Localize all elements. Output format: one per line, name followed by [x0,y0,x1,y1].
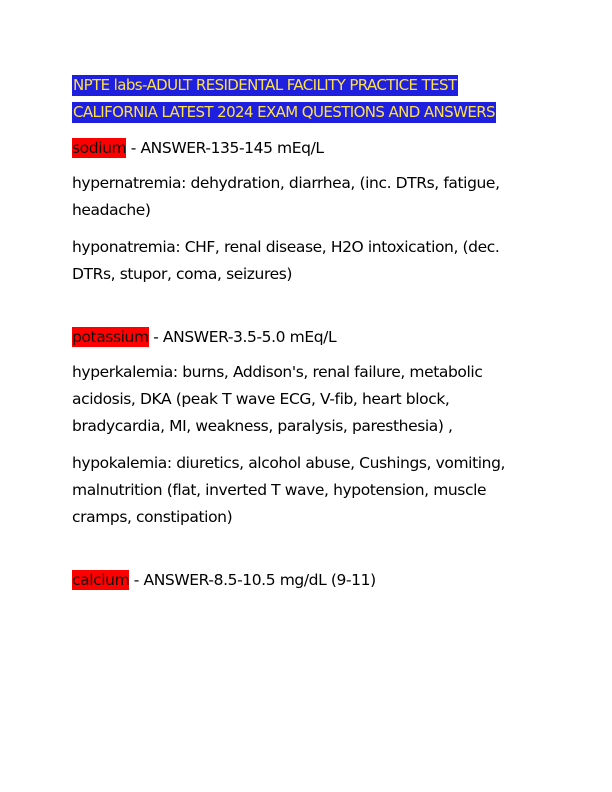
section-potassium [72,326,542,531]
term-answer: - ANSWER-135-145 mEq/L [126,139,324,157]
term-highlight: calcium [72,571,130,589]
term-answer: - ANSWER-3.5-5.0 mEq/L [148,328,337,346]
section-sodium [72,137,542,288]
section-calcium [72,569,542,591]
paragraph: hyperkalemia: burns, Addison's, renal failure, metabolic acidosis, DKA (peak T wave ECG, V-fib, heart block, bradycardia, MI, weakness, paralysis, paresthesia) , [72,363,483,435]
title-line-1: NPTE labs-ADULT RESIDENTAL FACILITY PRACTICE TEST [73,76,457,94]
term-row [72,569,542,591]
term-row [72,326,542,348]
document-page [72,72,542,591]
term-highlight: sodium [72,139,127,157]
paragraph: hypernatremia: dehydration, diarrhea, (inc. DTRs, fatigue, headache) [72,174,500,219]
title-line-2: CALIFORNIA LATEST 2024 EXAM QUESTIONS AND ANSWERS [73,103,495,121]
paragraph: hyponatremia: CHF, renal disease, H2O intoxication, (dec. DTRs, stupor, coma, seizures) [72,238,500,283]
term-row [72,137,542,159]
term-answer: - ANSWER-8.5-10.5 mg/dL (9-11) [129,571,376,589]
term-highlight: potassium [72,328,149,346]
paragraph: hypokalemia: diuretics, alcohol abuse, Cushings, vomiting, malnutrition (flat, inverted T wave, hypotension, muscle cramps, constipation) [72,454,506,526]
document-title [72,72,542,126]
